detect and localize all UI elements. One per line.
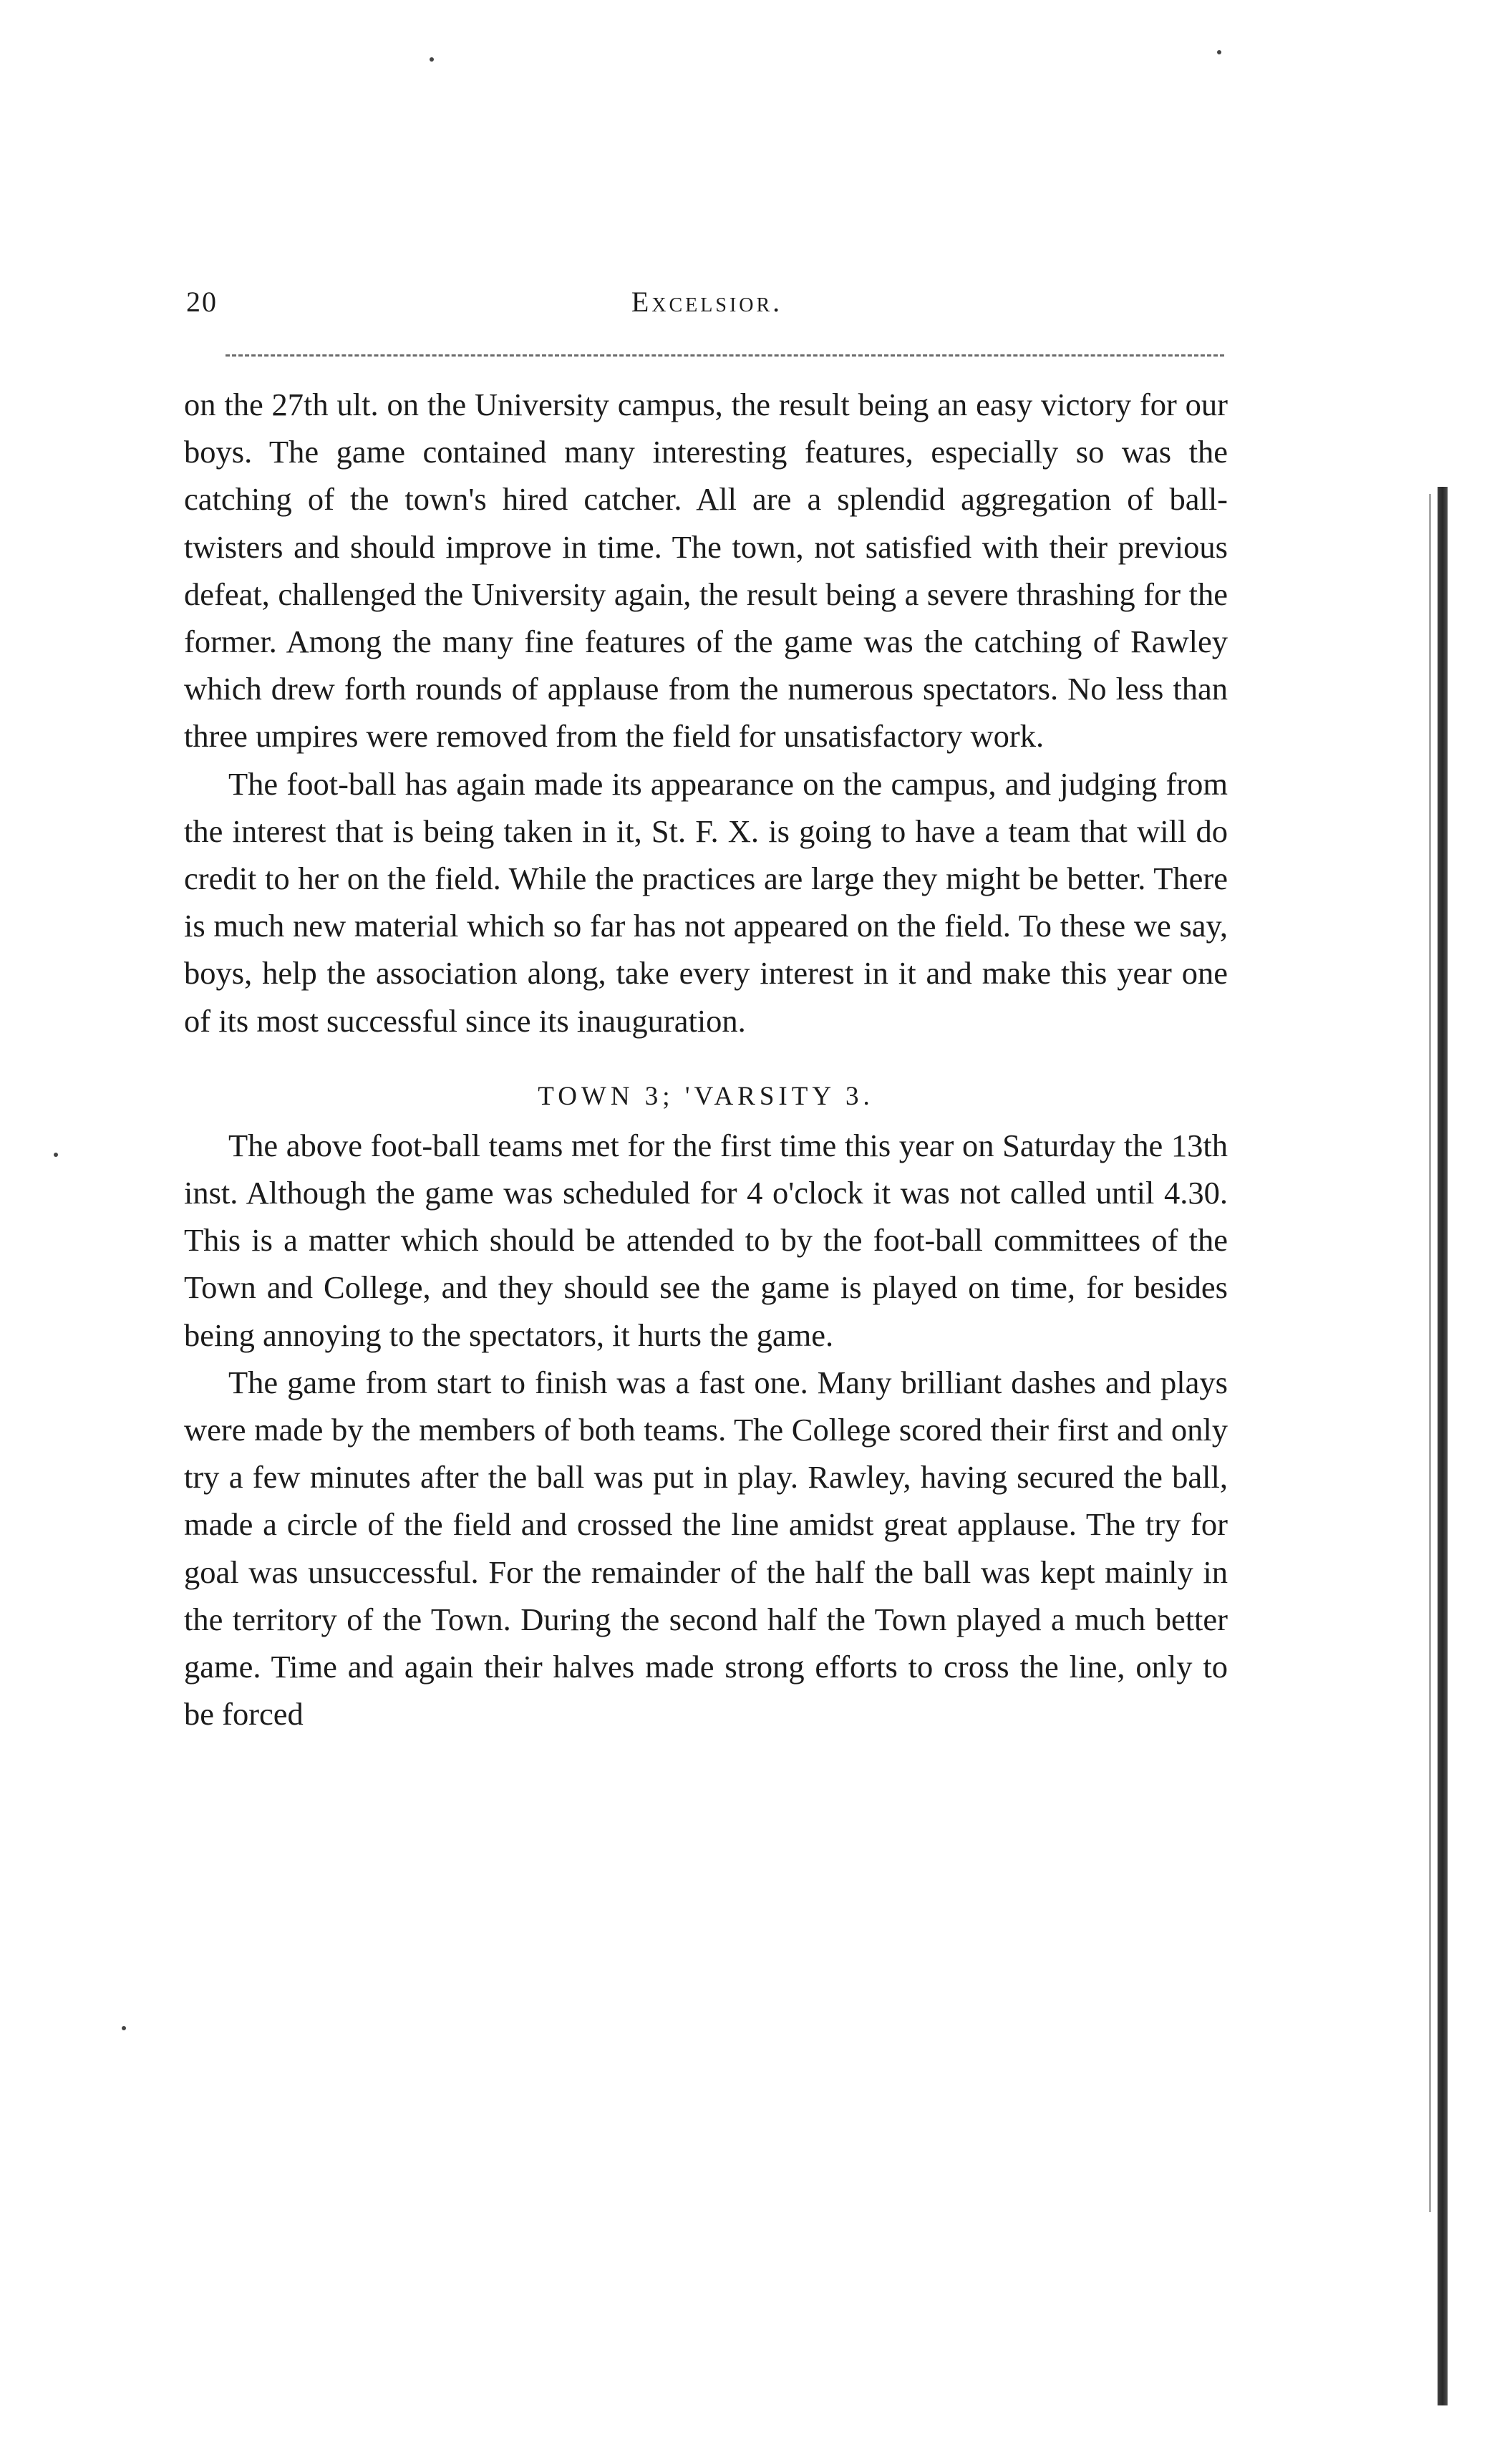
section-heading: TOWN 3; 'VARSITY 3.: [538, 1081, 874, 1111]
header-rule: [226, 354, 1224, 357]
scan-speck: [430, 57, 434, 62]
paragraph-football-appearance: The foot-ball has again made its appearance on the campus, and judging from the interest that is being taken in it, St. F. X. is going to have a team that will do credit to her on the field. While the practices are large they might be better. There is much new material which so far has not appeared on the field. To these we say, boys, help the association along, take every interest in it and make this year one of its most successful since its inauguration.: [184, 765, 1228, 1039]
journal-title: Excelsior.: [631, 286, 783, 318]
page-number: 20: [186, 286, 218, 318]
paragraph-match-report: The game from start to finish was a fast one. Many brilliant dashes and plays were made by the members of both teams. The College scored their first and only try a few minutes after the ball was put in play. Rawley, having secured the ball, made a circle of the field and crossed the line amidst great applause. The try for goal was unsuccessful. For the remainder of the half the ball was kept mainly in the territory of the Town. During the second half the Town played a much better game. Time and again their halves made strong efforts to cross the line, only to be forced: [184, 1364, 1228, 1732]
scan-border-line: [1429, 494, 1431, 2212]
paragraph-match-schedule: The above foot-ball teams met for the first time this year on Saturday the 13th inst. Although the game was scheduled for 4 o'clock it was not called until 4.30. This is a matter which should be attended to by the foot-ball committees of the Town and College, and they should see the game is played on time, for besides being annoying to the spectators, it hurts the game.: [184, 1127, 1228, 1353]
article-body: [184, 381, 1228, 1738]
scan-speck: [122, 2026, 126, 2030]
paragraph-baseball-report: on the 27th ult. on the University campus, the result being an easy victory for our boys. The game contained many interesting features, especially so was the catching of the town's hired catcher. All are a splendid aggregation of ball-twisters and should improve in time. The town, not satisfied with their previous defeat, challenged the University again, the result being a severe thrashing for the former. Among the many fine features of the game was the catching of Rawley which drew forth rounds of applause from the numerous spectators. No less than three umpires were removed from the field for unsatisfactory work.: [184, 387, 1228, 755]
scan-speck: [54, 1153, 58, 1157]
scan-border-edge: [1438, 487, 1448, 2405]
scan-speck: [1217, 50, 1221, 54]
running-head: [186, 285, 1228, 328]
